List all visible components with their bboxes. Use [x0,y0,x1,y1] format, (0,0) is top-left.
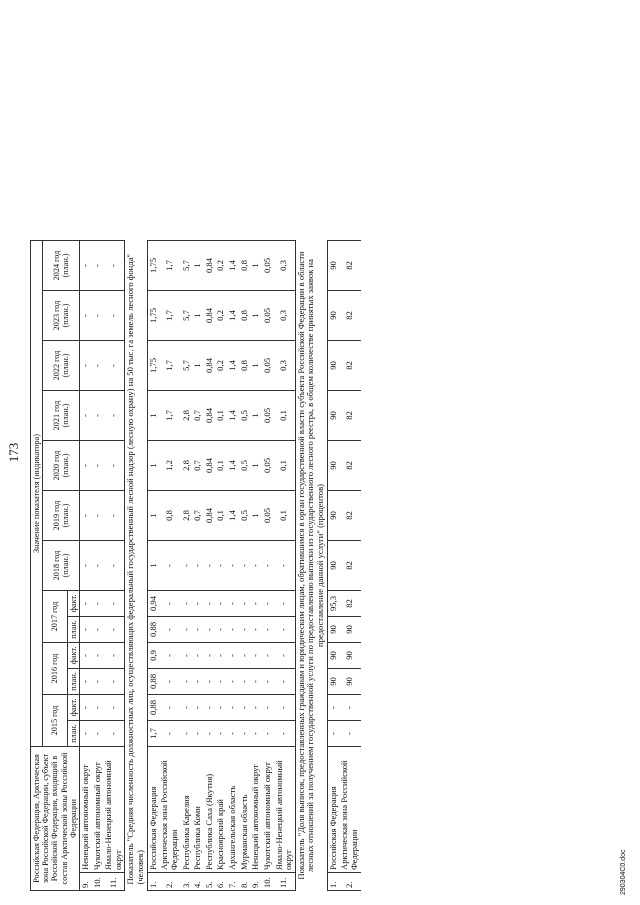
value-cell: 1,4 [227,491,239,541]
value-cell: 1 [147,541,159,591]
value-cell: 0,9 [147,643,159,669]
year-2020-header: 2020 год (план.) [43,441,80,491]
table-row [339,241,360,891]
value-cell: - [92,391,104,441]
value-cell: - [274,591,296,617]
value-cell: 90 [327,341,339,391]
value-cell: - [239,669,251,695]
value-cell: - [159,541,180,591]
value-cell: - [239,617,251,643]
value-cell: 1,4 [227,441,239,491]
value-cell: - [181,591,193,617]
plan-2017-header: план. [67,617,79,643]
value-cell: 0,5 [239,441,251,491]
row-number: 6. [215,873,227,891]
value-cell: - [79,669,91,695]
value-cell: 90 [327,391,339,441]
value-cell: 1,7 [159,341,180,391]
value-cell: - [262,669,274,695]
row-number: 1. [147,873,159,891]
value-cell: 0,3 [274,291,296,341]
value-cell: - [250,617,262,643]
value-cell: 1,7 [159,291,180,341]
value-cell: 90 [339,617,360,643]
value-cell: - [227,617,239,643]
value-cell: 5,7 [181,341,193,391]
region-column-header: Российская Федерация, Арктическая зона Российской Федерации, субъект Российской Федерации, входящий в состав Арктической зоны Российской Федерации [31,747,80,891]
value-cell: - [204,669,216,695]
value-cell: 0,2 [215,241,227,291]
value-cell: 1,75 [147,241,159,291]
value-cell: 0,3 [274,341,296,391]
value-cell: 0,84 [204,291,216,341]
value-cell: 0,7 [192,441,204,491]
value-cell: 0,84 [204,391,216,441]
document-id: 290304C0.doc [620,849,627,895]
value-cell: 82 [339,341,360,391]
value-cell: - [215,591,227,617]
value-cell: - [92,591,104,617]
value-cell: 1,7 [147,721,159,747]
value-cell: - [250,695,262,721]
table-row [327,241,339,891]
value-cell: 90 [327,441,339,491]
value-cell: - [250,541,262,591]
value-cell: 90 [327,643,339,669]
value-cell: - [239,591,251,617]
table-row [239,241,251,891]
value-cell: 90 [327,669,339,695]
value-cell: 90 [339,669,360,695]
value-cell: 1 [250,341,262,391]
value-cell: 0,05 [262,491,274,541]
value-cell: - [159,721,180,747]
value-cell: - [192,541,204,591]
row-number: 9. [79,873,91,891]
value-cell: - [79,591,91,617]
value-cell: 1 [192,291,204,341]
value-cell: - [103,391,125,441]
value-cell: - [227,541,239,591]
year-2015-header: 2015 год [43,695,68,747]
year-2016-header: 2016 год [43,643,68,695]
value-cell: - [92,721,104,747]
value-cell: 0,05 [262,291,274,341]
value-cell: - [274,617,296,643]
value-cell: 0,88 [147,695,159,721]
header-row-1 [31,241,43,891]
table-row [250,241,262,891]
table-row [192,241,204,891]
row-region-name: Арктическая зона Российской Федерации [339,747,360,873]
value-cell: - [262,591,274,617]
row-region-name: Ненецкий автономный округ [79,747,91,873]
value-cell: - [159,591,180,617]
value-cell: 0,84 [204,441,216,491]
value-cell: 1,75 [147,341,159,391]
table-row [262,241,274,891]
row-region-name: Ненецкий автономный округ [250,747,262,873]
row-region-name: Чукотский автономный округ [262,747,274,873]
row-region-name: Чукотский автономный округ [92,747,104,873]
value-cell: - [181,617,193,643]
value-cell: - [262,617,274,643]
value-cell: 0,1 [215,391,227,441]
value-cell: 82 [339,291,360,341]
value-cell: 1,4 [227,291,239,341]
value-cell: - [103,721,125,747]
value-cell: 1,4 [227,241,239,291]
section-title-row [125,241,147,891]
row-region-name: Ямало-Ненецкий автономный округ [274,747,296,873]
value-cell: 0,2 [215,291,227,341]
value-cell: - [103,441,125,491]
value-cell: - [92,491,104,541]
value-cell: 0,84 [204,491,216,541]
table-row [215,241,227,891]
row-number: 10. [262,873,274,891]
value-cell: - [227,643,239,669]
value-cell: - [79,491,91,541]
value-cell: 0,8 [239,291,251,341]
value-cell: - [239,721,251,747]
row-number: 2. [159,873,180,891]
value-cell: - [204,541,216,591]
value-cell: - [79,617,91,643]
value-cell: - [181,721,193,747]
value-cell: 0,84 [204,341,216,391]
value-cell: 0,8 [159,491,180,541]
value-cell: 0,05 [262,241,274,291]
value-cell: - [79,291,91,341]
row-number: 1. [327,873,339,891]
value-cell: 0,88 [147,617,159,643]
value-cell: 90 [327,617,339,643]
row-number: 11. [274,873,296,891]
value-cell: - [204,643,216,669]
value-cell: - [192,669,204,695]
value-cell: 0,1 [215,491,227,541]
value-cell: 5,7 [181,291,193,341]
value-cell: - [103,291,125,341]
year-2022-header: 2022 год (план.) [43,341,80,391]
value-cell: 0,1 [274,441,296,491]
row-number: 3. [181,873,193,891]
section-title-row [295,241,327,891]
value-cell: - [215,541,227,591]
value-cell: 0,7 [192,391,204,441]
year-2017-header: 2017 год [43,591,68,643]
value-cell: - [339,695,360,721]
value-cell: 0,84 [204,241,216,291]
value-cell: 1,75 [147,291,159,341]
value-cell: - [79,721,91,747]
value-cell: 0,1 [274,491,296,541]
value-cell: 82 [339,591,360,617]
value-cell: - [103,491,125,541]
value-cell: 82 [339,391,360,441]
value-cell: - [274,721,296,747]
value-cell: 0,8 [239,341,251,391]
value-cell: - [79,241,91,291]
value-cell: - [204,591,216,617]
fact-2017-header: факт. [67,591,79,617]
value-cell: - [79,441,91,491]
year-2019-header: 2019 год (план.) [43,491,80,541]
value-cell: 82 [339,441,360,491]
value-cell: 0,05 [262,391,274,441]
value-cell: - [327,695,339,721]
table-row [159,241,180,891]
value-cell: - [159,695,180,721]
value-cell: - [192,721,204,747]
table-row [181,241,193,891]
row-number: 4. [192,873,204,891]
value-cell: 1,4 [227,391,239,441]
table-row [147,241,159,891]
value-cell: - [215,695,227,721]
value-cell: - [181,695,193,721]
row-region-name: Российская Федерация [147,747,159,873]
value-cell: 1,7 [159,391,180,441]
value-cell: - [79,695,91,721]
value-cell: 1,4 [227,341,239,391]
table-row [204,241,216,891]
value-cell: - [181,669,193,695]
table-row [274,241,296,891]
row-region-name: Красноярский край [215,747,227,873]
value-cell: - [227,591,239,617]
value-cell: - [274,669,296,695]
row-number: 8. [239,873,251,891]
plan-2015-header: план. [67,721,79,747]
value-cell: - [92,695,104,721]
value-cell: - [227,695,239,721]
value-cell: - [159,643,180,669]
value-cell: - [79,391,91,441]
value-cell: - [192,643,204,669]
value-cell: 0,2 [215,341,227,391]
value-cell: 0,7 [192,491,204,541]
value-cell: 90 [327,541,339,591]
year-2024-header: 2024 год (план.) [43,241,80,291]
value-cell: 1 [250,291,262,341]
value-cell: - [192,695,204,721]
value-cell: 82 [339,491,360,541]
value-cell: - [192,617,204,643]
row-region-name: Арктическая зона Российской Федерации [159,747,180,873]
value-cell: - [274,695,296,721]
value-cell: - [262,695,274,721]
fact-2016-header: факт. [67,643,79,669]
value-cell: - [262,643,274,669]
value-cell: - [274,541,296,591]
value-cell: - [227,721,239,747]
table-row [227,241,239,891]
value-cell: - [215,669,227,695]
row-region-name: Республика Карелия [181,747,193,873]
value-cell: - [327,721,339,747]
value-cell: - [92,541,104,591]
value-cell: - [239,643,251,669]
value-cell: 1 [192,241,204,291]
value-cell: - [181,643,193,669]
year-2018-header: 2018 год (план.) [43,541,80,591]
value-cell: - [250,591,262,617]
row-region-name: Российская Федерация [327,747,339,873]
table-row [79,241,91,891]
value-cell: 1 [250,441,262,491]
row-region-name: Республика Коми [192,747,204,873]
value-cell: 0,05 [262,341,274,391]
value-cell: 0,88 [147,669,159,695]
value-cell: - [103,695,125,721]
value-cell: 1 [147,441,159,491]
indicator-values-header: Значение показателя (индикатора) [31,241,43,747]
value-cell: - [215,643,227,669]
row-region-name: Республика Саха (Якутия) [204,747,216,873]
value-cell: - [204,617,216,643]
value-cell: 1 [250,391,262,441]
value-cell: 2,8 [181,491,193,541]
value-cell: 2,8 [181,441,193,491]
value-cell: - [79,541,91,591]
value-cell: - [92,643,104,669]
value-cell: - [92,669,104,695]
value-cell: - [239,541,251,591]
value-cell: - [250,643,262,669]
section-title: Показатель "Доля выписок, предоставленных гражданам и юридическим лицам, обратившимся в орган государственной власти субъекта Российской Федерации в области лесных отношений за получением государственной услуги по предоставлению выписки из государственного лесного реестра, в общем количестве принятых заявок на предоставление данной услуги" (процентов) [295,241,327,891]
row-region-name: Ямало-Ненецкий автономный округ [103,747,125,873]
value-cell: - [227,669,239,695]
value-cell: 1 [250,241,262,291]
row-number: 7. [227,873,239,891]
value-cell: 0,5 [239,491,251,541]
value-cell: 90 [327,291,339,341]
value-cell: 90 [327,491,339,541]
value-cell: - [262,721,274,747]
value-cell: 82 [339,241,360,291]
value-cell: - [159,617,180,643]
fact-2015-header: факт. [67,695,79,721]
value-cell: 0,05 [262,441,274,491]
year-2023-header: 2023 год (план.) [43,291,80,341]
value-cell: - [79,643,91,669]
value-cell: 0,1 [274,391,296,441]
value-cell: - [250,669,262,695]
value-cell: - [92,441,104,491]
value-cell: - [103,591,125,617]
value-cell: - [204,695,216,721]
value-cell: - [204,721,216,747]
value-cell: 1 [147,391,159,441]
value-cell: - [103,617,125,643]
value-cell: 0,3 [274,241,296,291]
row-region-name: Архангельская область [227,747,239,873]
value-cell: - [92,341,104,391]
value-cell: - [103,341,125,391]
value-cell: - [103,241,125,291]
value-cell: 2,8 [181,391,193,441]
value-cell: - [92,617,104,643]
value-cell: 95,3 [327,591,339,617]
value-cell: - [339,721,360,747]
value-cell: - [192,591,204,617]
row-number: 9. [250,873,262,891]
value-cell: - [92,241,104,291]
row-region-name: Мурманская область [239,747,251,873]
value-cell: 1,7 [159,241,180,291]
value-cell: 1 [147,491,159,541]
value-cell: - [215,617,227,643]
value-cell: 1 [192,341,204,391]
value-cell: - [92,291,104,341]
table-row [103,241,125,891]
value-cell: - [103,541,125,591]
row-number: 11. [103,873,125,891]
value-cell: - [103,643,125,669]
value-cell: - [215,721,227,747]
indicator-table [30,240,361,891]
plan-2016-header: план. [67,669,79,695]
value-cell: - [239,695,251,721]
value-cell: - [79,341,91,391]
table-row [92,241,104,891]
section-title: Показатель "Средняя численность должностных лиц, осуществляющих федеральный государственный лесной надзор (лесную охрану) на 50 тыс. га земель лесного фонда" (человек) [125,241,147,891]
row-number: 5. [204,873,216,891]
value-cell: - [103,669,125,695]
value-cell: 0,5 [239,391,251,441]
row-number: 10. [92,873,104,891]
year-2021-header: 2021 год (план.) [43,391,80,441]
value-cell: 5,7 [181,241,193,291]
value-cell: - [181,541,193,591]
row-number: 2. [339,873,360,891]
value-cell: - [159,669,180,695]
value-cell: 0,1 [215,441,227,491]
value-cell: 82 [339,541,360,591]
value-cell: 0,94 [147,591,159,617]
value-cell: 1,2 [159,441,180,491]
value-cell: 90 [339,643,360,669]
value-cell: - [262,541,274,591]
value-cell: 1 [250,491,262,541]
value-cell: 90 [327,241,339,291]
value-cell: 0,8 [239,241,251,291]
value-cell: - [274,643,296,669]
value-cell: - [250,721,262,747]
page-number: 173 [6,442,21,463]
